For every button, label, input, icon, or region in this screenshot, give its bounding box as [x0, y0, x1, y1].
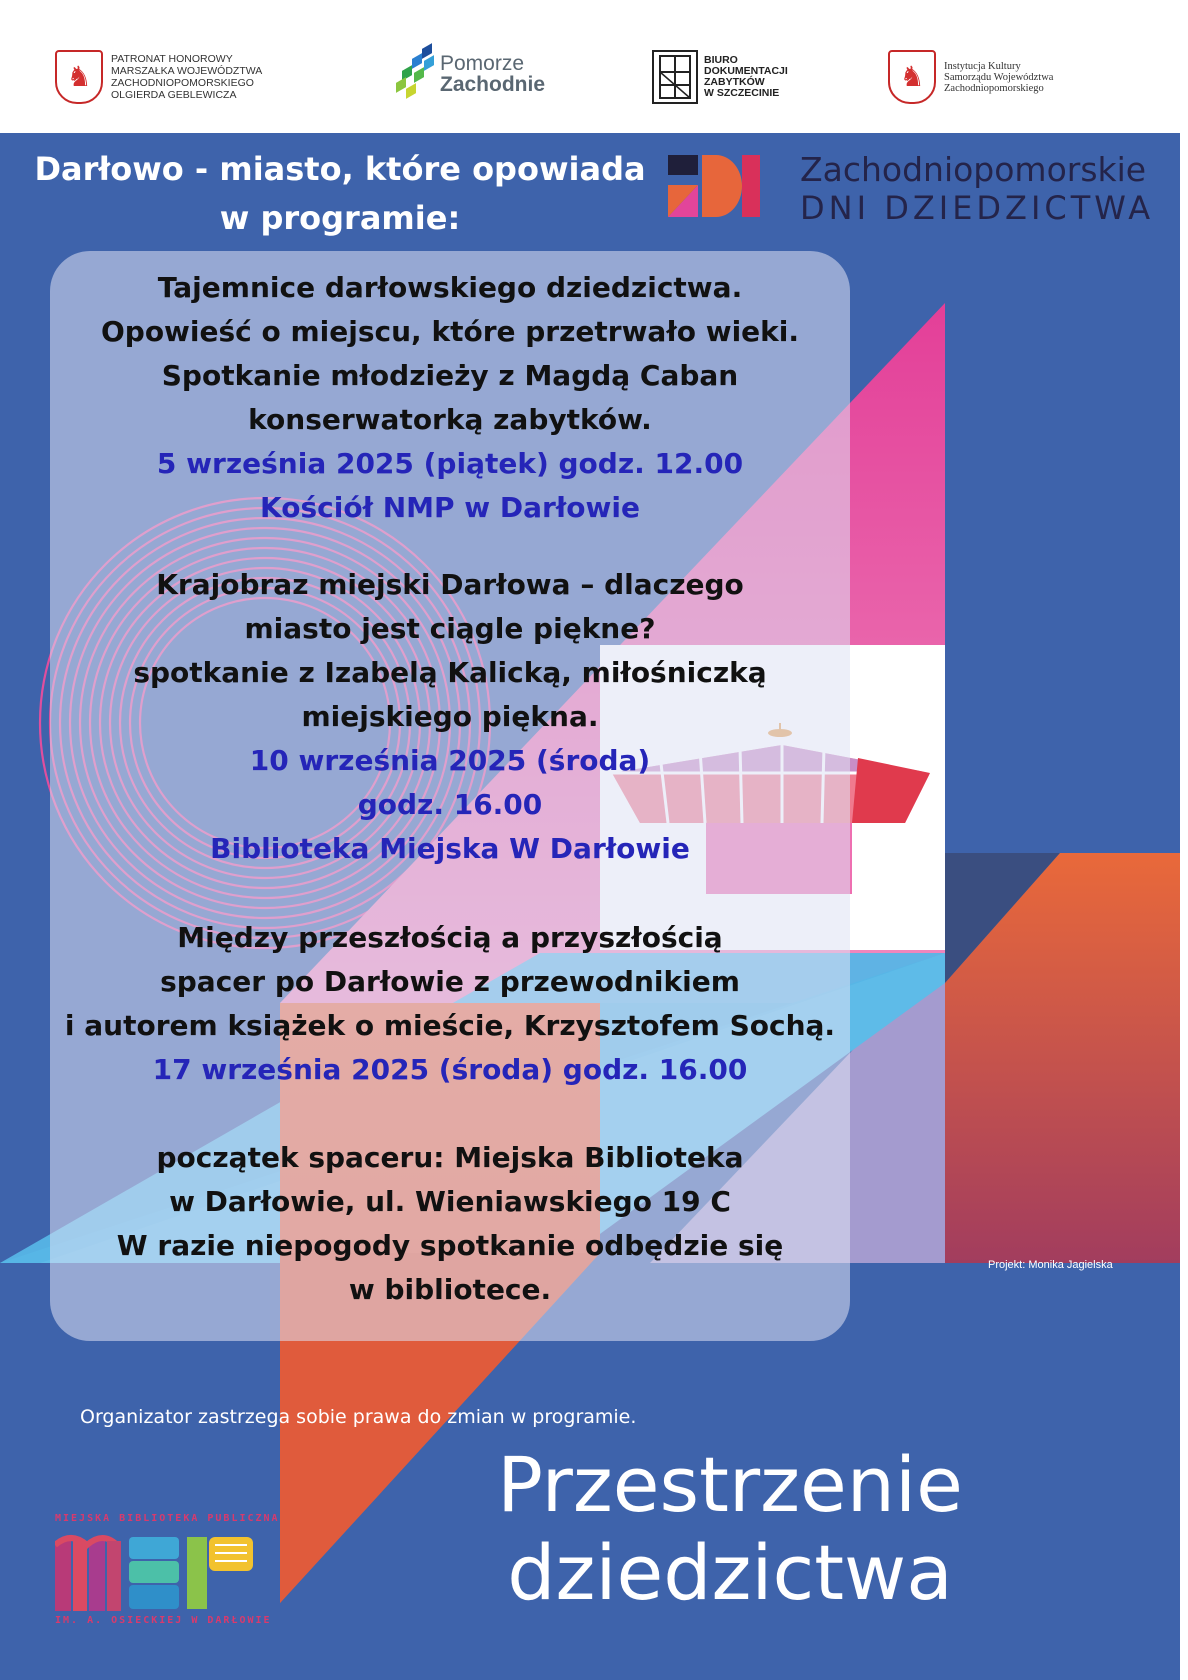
organizer-note: Organizator zastrzega sobie prawa do zmian w programie.: [80, 1406, 637, 1428]
event-title-line: Spotkanie młodzieży z Magdą Caban: [161, 359, 739, 392]
poster: [0, 133, 1180, 1680]
event-venue: Kościół NMP w Darłowie: [260, 491, 640, 524]
event-venue: Biblioteka Miejska W Darłowie: [210, 832, 690, 865]
library-logo-icon: [55, 1531, 265, 1611]
program-heading: [20, 145, 660, 243]
dni-dziedzictwa-mark-icon: [668, 155, 768, 217]
event-3: [50, 916, 850, 1092]
brand-line1: Zachodniopomorskie: [800, 150, 1147, 189]
patronat-line: OLGIERDA GEBLEWICZA: [111, 89, 237, 101]
library-name: MIEJSKA BIBLIOTEKA PUBLICZNA: [55, 1513, 280, 1524]
crest-icon: ♞: [55, 50, 103, 104]
zachodnie-word: Zachodnie: [440, 73, 546, 96]
event-title-line: Tajemnice darłowskiego dziedzictwa.: [157, 271, 743, 304]
event-title-line: Opowieść o miejscu, które przetrwało wieki.: [100, 315, 800, 348]
event-title-line: miejskiego piękna.: [301, 700, 599, 733]
meeting-line: w Darłowie, ul. Wieniawskiego 19 C: [169, 1185, 731, 1218]
event-title-line: Między przeszłością a przyszłością: [177, 921, 723, 954]
event-title-line: miasto jest ciągle piękne?: [244, 612, 656, 645]
title-line: Przestrzenie: [497, 1440, 963, 1529]
patronat-line: PATRONAT HONOROWY: [111, 53, 233, 65]
bdz-line: ZABYTKÓW: [704, 76, 765, 88]
meeting-point: [50, 1136, 850, 1312]
bdz-line: BIURO: [704, 54, 738, 66]
instytucja-line: Samorządu Województwa: [944, 71, 1054, 83]
event-1: [50, 266, 850, 530]
dni-dziedzictwa-brand: [800, 151, 1154, 227]
pomorze-zachodnie-mark-icon: [392, 44, 436, 104]
bdz-logo: [652, 50, 788, 104]
pomorze-zachodnie-logo: [392, 44, 545, 104]
design-credit: Projekt: Monika Jagielska: [988, 1259, 1113, 1271]
event-title-line: i autorem książek o mieście, Krzysztofem Sochą.: [64, 1009, 836, 1042]
event-date: 5 września 2025 (piątek) godz. 12.00: [156, 447, 744, 480]
event-date: 10 września 2025 (środa): [249, 744, 651, 777]
crest-icon: ♞: [888, 50, 936, 104]
meeting-line: w bibliotece.: [348, 1273, 552, 1306]
bdz-line: DOKUMENTACJI: [704, 65, 788, 77]
event-time: godz. 16.00: [357, 788, 543, 821]
title-line: dziedzictwa: [507, 1528, 953, 1617]
library-patron: IM. A. OSIECKIEJ W DARŁOWIE: [55, 1615, 272, 1626]
przestrzenie-title: [400, 1441, 1060, 1617]
heading-line: Darłowo - miasto, które opowiada: [34, 150, 646, 188]
event-2: [50, 563, 850, 871]
pomorze-word: Pomorze: [440, 52, 525, 75]
meeting-line: początek spaceru: Miejska Biblioteka: [156, 1141, 744, 1174]
meeting-line: W razie niepogody spotkanie odbędzie się: [116, 1229, 784, 1262]
heading-line: w programie:: [219, 199, 461, 237]
building-icon: [652, 50, 698, 104]
header-logo-strip: [0, 0, 1188, 133]
event-date: 17 września 2025 (środa) godz. 16.00: [152, 1053, 748, 1086]
patronat-logo: [55, 50, 262, 104]
patronat-line: MARSZAŁKA WOJEWÓDZTWA: [111, 65, 263, 77]
event-title-line: spacer po Darłowie z przewodnikiem: [160, 965, 740, 998]
instytucja-kultury-logo: [888, 50, 1053, 104]
event-title-line: Krajobraz miejski Darłowa – dlaczego: [156, 568, 744, 601]
patronat-line: ZACHODNIOPOMORSKIEGO: [111, 77, 254, 89]
event-title-line: konserwatorką zabytków.: [248, 403, 652, 436]
instytucja-line: Zachodniopomorskiego: [944, 82, 1044, 94]
event-title-line: spotkanie z Izabelą Kalicką, miłośniczką: [133, 656, 767, 689]
instytucja-line: Instytucja Kultury: [944, 60, 1021, 72]
bdz-line: W SZCZECINIE: [704, 87, 780, 99]
brand-line2: DNI DZIEDZICTWA: [800, 189, 1155, 227]
